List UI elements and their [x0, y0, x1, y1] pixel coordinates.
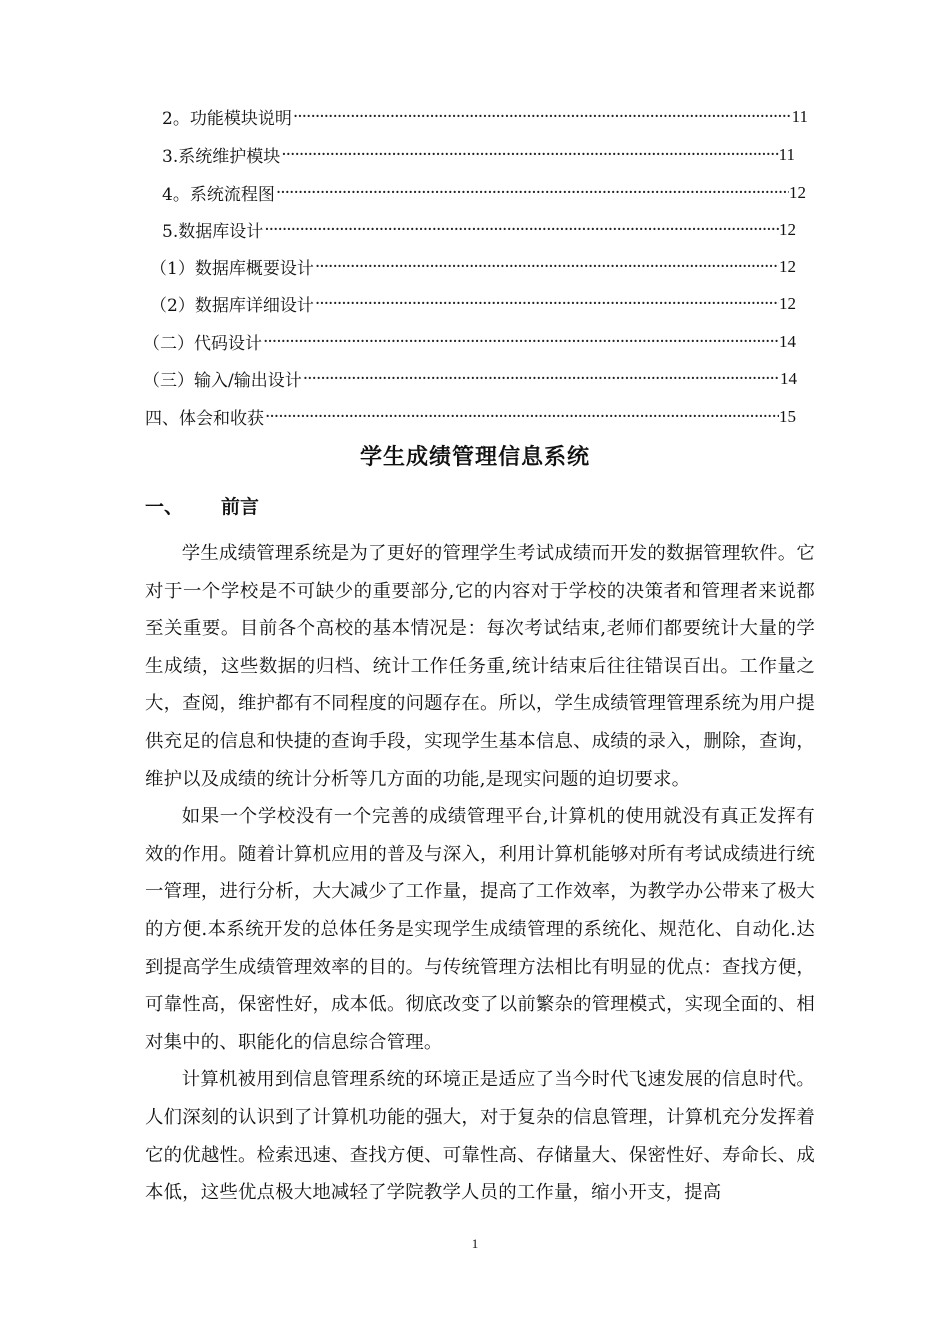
page-number: 1: [471, 1236, 479, 1251]
toc-entry[interactable]: [150, 285, 796, 322]
toc-entry-label: 四、体会和收获: [145, 409, 264, 429]
toc-entry-label: 5.数据库设计: [162, 222, 264, 242]
toc-entry-label: 2。功能模块说明: [162, 109, 292, 129]
toc-entry[interactable]: [150, 248, 796, 285]
toc-entry-page: 12: [779, 293, 796, 313]
body-text: [145, 535, 815, 1212]
toc-entry-page: 11: [778, 144, 795, 164]
toc-entry-page: 14: [780, 368, 797, 388]
paragraph: 如果一个学校没有一个完善的成绩管理平台,计算机的使用就没有真正发挥有效的作用。随着计算机应用的普及与深入，利用计算机能够对所有考试成绩进行统一管理，进行分析，大大减少了工作量，提高了工作效率，为教学办公带来了极大的方便.本系统开发的总体任务是实现学生成绩管理的系统化、规范化、自动化.达到提高学生成绩管理效率的目的。与传统管理方法相比有明显的优点：查找方便，可靠性高，保密性好，成本低。彻底改变了以前繁杂的管理模式，实现全面的、相对集中的、职能化的信息综合管理。: [145, 806, 815, 1053]
toc-entry[interactable]: [143, 323, 796, 360]
toc-entry-page: 14: [779, 331, 796, 351]
toc-entry-page: 12: [789, 182, 806, 202]
toc-dot-leader: [264, 407, 779, 427]
toc-entry-label: 3.系统维护模块: [162, 147, 281, 167]
toc-entry-label: （1）数据库概要设计: [150, 259, 314, 279]
paragraph: 计算机被用到信息管理系统的环境正是适应了当今时代飞速发展的信息时代。人们深刻的认识到了计算机功能的强大，对于复杂的信息管理，计算机充分发挥着它的优越性。检索迅速、查找方便、可靠性高、存储量大、保密性好、寿命长、成本低，这些优点极大地减轻了学院教学人员的工作量，缩小开支，提高: [145, 1069, 815, 1204]
toc-dot-leader: [275, 183, 789, 203]
toc-entry-label: （三）输入/输出设计: [143, 371, 302, 391]
toc-entry-label: 4。系统流程图: [162, 185, 275, 205]
toc-entry-page: 12: [779, 219, 796, 239]
toc-entry[interactable]: [162, 211, 796, 248]
document-title: 学生成绩管理信息系统: [359, 445, 590, 470]
section-number: 一、: [145, 496, 184, 518]
toc-entry-page: 11: [791, 106, 808, 126]
toc-entry[interactable]: [143, 360, 797, 397]
toc-entry-label: （二）代码设计: [143, 334, 262, 354]
toc-entry-label: （2）数据库详细设计: [150, 296, 314, 316]
toc-dot-leader: [262, 332, 779, 352]
toc-entry-page: 12: [779, 256, 796, 276]
toc-dot-leader: [314, 257, 779, 277]
toc-dot-leader: [302, 369, 780, 389]
section-title: 前言: [221, 496, 260, 518]
toc-dot-leader: [280, 145, 778, 165]
toc-entry[interactable]: [145, 398, 796, 435]
toc-dot-leader: [263, 220, 779, 240]
toc-dot-leader: [314, 294, 779, 314]
toc-entry[interactable]: [162, 136, 795, 173]
section-heading: [145, 492, 259, 519]
toc-entry[interactable]: [162, 174, 806, 211]
toc-entry-page: 15: [779, 406, 796, 426]
toc-entry[interactable]: [162, 98, 808, 135]
paragraph: 学生成绩管理系统是为了更好的管理学生考试成绩而开发的数据管理软件。它对于一个学校是不可缺少的重要部分,它的内容对于学校的决策者和管理者来说都至关重要。目前各个高校的基本情况是：每次考试结束,老师们都要统计大量的学生成绩，这些数据的归档、统计工作任务重,统计结束后往往错误百出。工作量之大，查阅，维护都有不同程度的问题存在。所以，学生成绩管理管理系统为用户提供充足的信息和快捷的查询手段，实现学生基本信息、成绩的录入，删除，查询，维护以及成绩的统计分析等几方面的功能,是现实问题的迫切要求。: [145, 543, 815, 790]
toc-dot-leader: [292, 107, 792, 127]
